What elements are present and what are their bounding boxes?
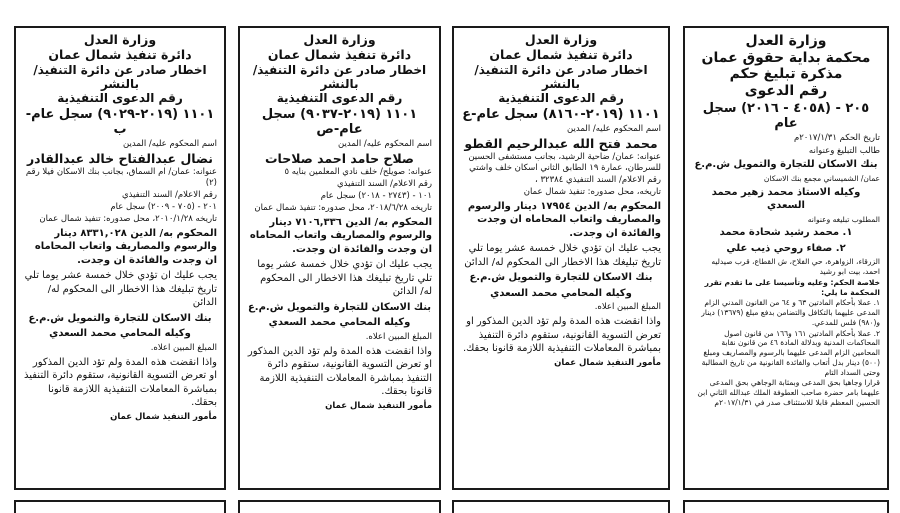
decision-label: رقم الاعلام/ السند التنفيذي [336,178,432,189]
case-label: رقم الدعوى [744,82,828,99]
case-number: ٢٠٥ - (٤٠٥٨ - ٢٠١٦) سجل عام [702,101,870,132]
cropped-notice-border [452,500,670,513]
notified-label: المطلوب تبليغه وعنوانه [807,214,880,224]
debtor-address: عنوانه: عمان/ ضاحية الرشيد، بجانب مستشفى الحسين للسرطان، عمارة ١٩ الطابق الثاني اسكان خلف واشتي [468,151,661,173]
issue-info: تاريخه، محل صدوره: تنفيذ شمال عمان [523,186,661,197]
court-name: محكمة بداية حقوق عمان [701,49,871,66]
judgment-notice [683,26,889,490]
warning-text: واذا انقضت هذه المدة ولم تؤد الدين المذكور او تعرض التسوية القانونية، ستقوم دائرة التنفيذ بمباشرة المعاملات التنفيذية اللازمة قانونا بحقك. [462,316,661,355]
case-label: رقم الدعوى التنفيذية [498,90,624,105]
ministry-title: وزارة العدل [524,32,598,47]
signature: مأمور التنفيذ شمال عمان [554,357,661,368]
ruling-two: ٢. عملا بأحكام المادتين ١٦١ و١٦٦ من قانون اصول المحاكمات المدنية وبدلالة المادة ٤٦ من قانون نقابة المحامين الزام المدعى عليهما بالرسوم والمصاريف ومبلغ (٥٠٠) دينار بدل أتعاب والفائدة القانونية من تاريخ المطالبة وحتى السداد التام [701,328,880,377]
debtor-label: اسم المحكوم عليه/ المدين [567,123,661,134]
creditor-name: بنك الاسكان للتجارة والتمويل ش.م.ع [247,301,432,313]
case-number: ١١٠١ (٢٠١٩-٩٠٣٧) سجل عام-ص [261,106,418,137]
case-number: ١١٠١ (٢٠١٩-٩٠٢٩) سجل عام-ب [25,106,215,137]
ministry-title: وزارة العدل [83,32,157,47]
requester-label: طالب التبليغ وعنوانه [808,145,880,156]
party-address: الزرقاء، الزواهرة، حي الفلاح، ش القطاع، قرب صيدليه احمد، بيت ابو رشيد [711,257,880,277]
issue-info: تاريخه ٢٠١٠/١/٢٨، محل صدوره: تنفيذ شمال عمان [39,213,217,224]
decision-number: ١٠١ - (٢٧٤٣ - ٢٠١٨) سجل عام [320,190,432,201]
execution-notice-2 [238,26,441,490]
party-two: ٢. صفاء روحي ذيب علي [726,242,846,254]
creditor-agent: وكيله المحامي محمد السعدي [490,287,632,299]
ruling-one: ١. عملا بأحكام المادتين ٦٣ و ٦٤ من القانون المدني الزام المدعى عليهما بالتكافل والتضامن بدفع مبلغ (١٣٦٧٩) دينار و(٩٨٠) فلس للمدعي. [701,298,880,327]
requester-name: بنك الاسكان للتجارة والتمويل ش.م.ع [694,159,878,171]
office-name: دائرة تنفيذ شمال عمان [48,46,192,62]
amount-note: المبلغ المبين اعلاه. [365,331,432,342]
cropped-notice-border [14,500,226,513]
case-number: ١١٠١ (٢٠١٩-٨١٦٠) سجل عام-ع [462,106,660,122]
notice-heading: اخطار صادر عن دائرة التنفيذ/بالنشر [33,62,207,91]
execution-notice-3 [14,26,226,490]
case-label: رقم الدعوى التنفيذية [57,90,183,105]
debtor-name: محمد فتح الله عبدالرحيم القطو [464,135,658,151]
debtor-name: صلاح حامد احمد صلاحات [264,150,415,166]
office-name: دائرة تنفيذ شمال عمان [267,46,412,62]
payment-demand: يجب عليك ان تؤدي خلال خمسة عشر يوما تلي تاريخ تبليغك هذا الاخطار الى المحكوم له/ الدائن [257,259,432,298]
cropped-notice-border [683,500,889,513]
document-type: مذكرة تبليغ حكم [729,66,843,83]
warning-text: واذا انقضت هذه المدة ولم تؤد الدين المذكور او تعرض التسوية القانونية، ستقوم دائرة التنفيذ بمباشرة المعاملات التنفيذية اللازمة قانونا بحقك. [23,356,217,409]
requester-address: عمان/ الشميساني مجمع بنك الاسكان [763,173,880,183]
creditor-agent: وكيله المحامي محمد السعدي [268,317,411,329]
debt-amount: المحكوم به/ الدين ٨٣٣١,٠٢٨ دينار والرسوم والمصاريف واتعاب المحاماه ان وجدت والفائدة ان وجدت. [34,227,217,266]
creditor-agent: وكيله المحامي محمد السعدي [49,328,191,340]
payment-demand: يجب عليك ان تؤدي خلال خمسة عشر يوما تلي تاريخ تبليغك هذا الاخطار الى المحكوم له/ الدائن [24,270,217,309]
debtor-address: عنوانه: عمان/ ام السماق، بجانب بنك الاسكان فيلا رقم (٢) [25,166,217,188]
ministry-title: وزارة العدل [303,32,376,47]
notice-heading: اخطار صادر عن دائرة التنفيذ/بالنشر [474,62,648,91]
debt-amount: المحكوم به/ الدين ١٧٩٥٤ دينار والرسوم والمصاريف واتعاب المحاماه ان وجدت والفائدة ان وجدت. [467,200,661,239]
debtor-label: اسم المحكوم عليه/ المدين [123,138,217,149]
decision-number: ٢٠١ - (٧٠٥ - ٢٠٠٩) سجل عام [110,201,217,212]
amount-note: المبلغ المبين اعلاه. [150,342,217,353]
party-one: ١. محمد رشيد شحادة محمد [719,227,853,239]
notice-heading: اخطار صادر عن دائرة التنفيذ/بالنشر [252,62,427,91]
decision-label: رقم الاعلام/ السند التنفيذي [121,189,217,200]
judgment-date: تاريخ الحكم ٢٠١٧/١/٣١م [793,133,880,144]
payment-demand: يجب عليك ان تؤدي خلال خمسة عشر يوما تلي تاريخ تبليغك هذا الاخطار الى المحكوم له/ الدائن [464,243,661,268]
creditor-name: بنك الاسكان للتجارة والتمويل ش.م.ع [469,272,653,284]
requester-agent: وكيله الاستاذ محمد زهير محمد السعدي [711,186,861,212]
debtor-address: عنوانه: صويلح/ خلف نادي المعلمين بنايه ٥ [284,166,432,177]
issue-info: تاريخه ٢٠١٨/٦/٢٨، محل صدوره: تنفيذ شمال عمان [254,202,432,213]
debt-amount: المحكوم به/ الدين ٧١٠٦,٣٣٦ دينار والرسوم والمصاريف واتعاب المحاماه ان وجدت والفائدة ان وجدت. [249,216,432,255]
warning-text: واذا انقضت هذه المدة ولم تؤد الدين المذكور او تعرض التسوية القانونية، ستقوم دائرة التنفيذ بمباشرة المعاملات التنفيذية اللازمة قانونا بحقك. [247,345,432,398]
judgment-summary: خلاصة الحكم: وعليه وتأسيسا على ما تقدم تقرر المحكمة ما يلي: [704,277,880,297]
debtor-name: نضال عبدالفتاح خالد عبدالقادر [26,150,213,166]
case-label: رقم الدعوى التنفيذية [276,90,403,105]
debtor-label: اسم المحكوم عليه/ المدين [338,138,432,149]
ministry-title: وزارة العدل [745,33,827,49]
amount-note: المبلغ المبين اعلاه. [594,302,661,313]
creditor-name: بنك الاسكان للتجارة والتمويل ش.م.ع [28,312,212,324]
ruling-three: قرارا وجاهيا بحق المدعى وبمثابة الوجاهي بحق المدعى عليهما بامر حضرة صاحب العطوفة الملك عبدالله الثاني ابن الحسين المعظم قابلا للاستئناف صدر في ٢٠١٧/١/٣١م [697,378,880,407]
cropped-notice-border [238,500,441,513]
signature: مأمور التنفيذ شمال عمان [110,411,217,422]
office-name: دائرة تنفيذ شمال عمان [489,46,633,62]
signature: مأمور التنفيذ شمال عمان [325,400,432,411]
decision-number: رقم الاعلام/ السند التنفيذي ٣٢٣٨٤ ، [534,174,661,185]
execution-notice-1 [452,26,670,490]
